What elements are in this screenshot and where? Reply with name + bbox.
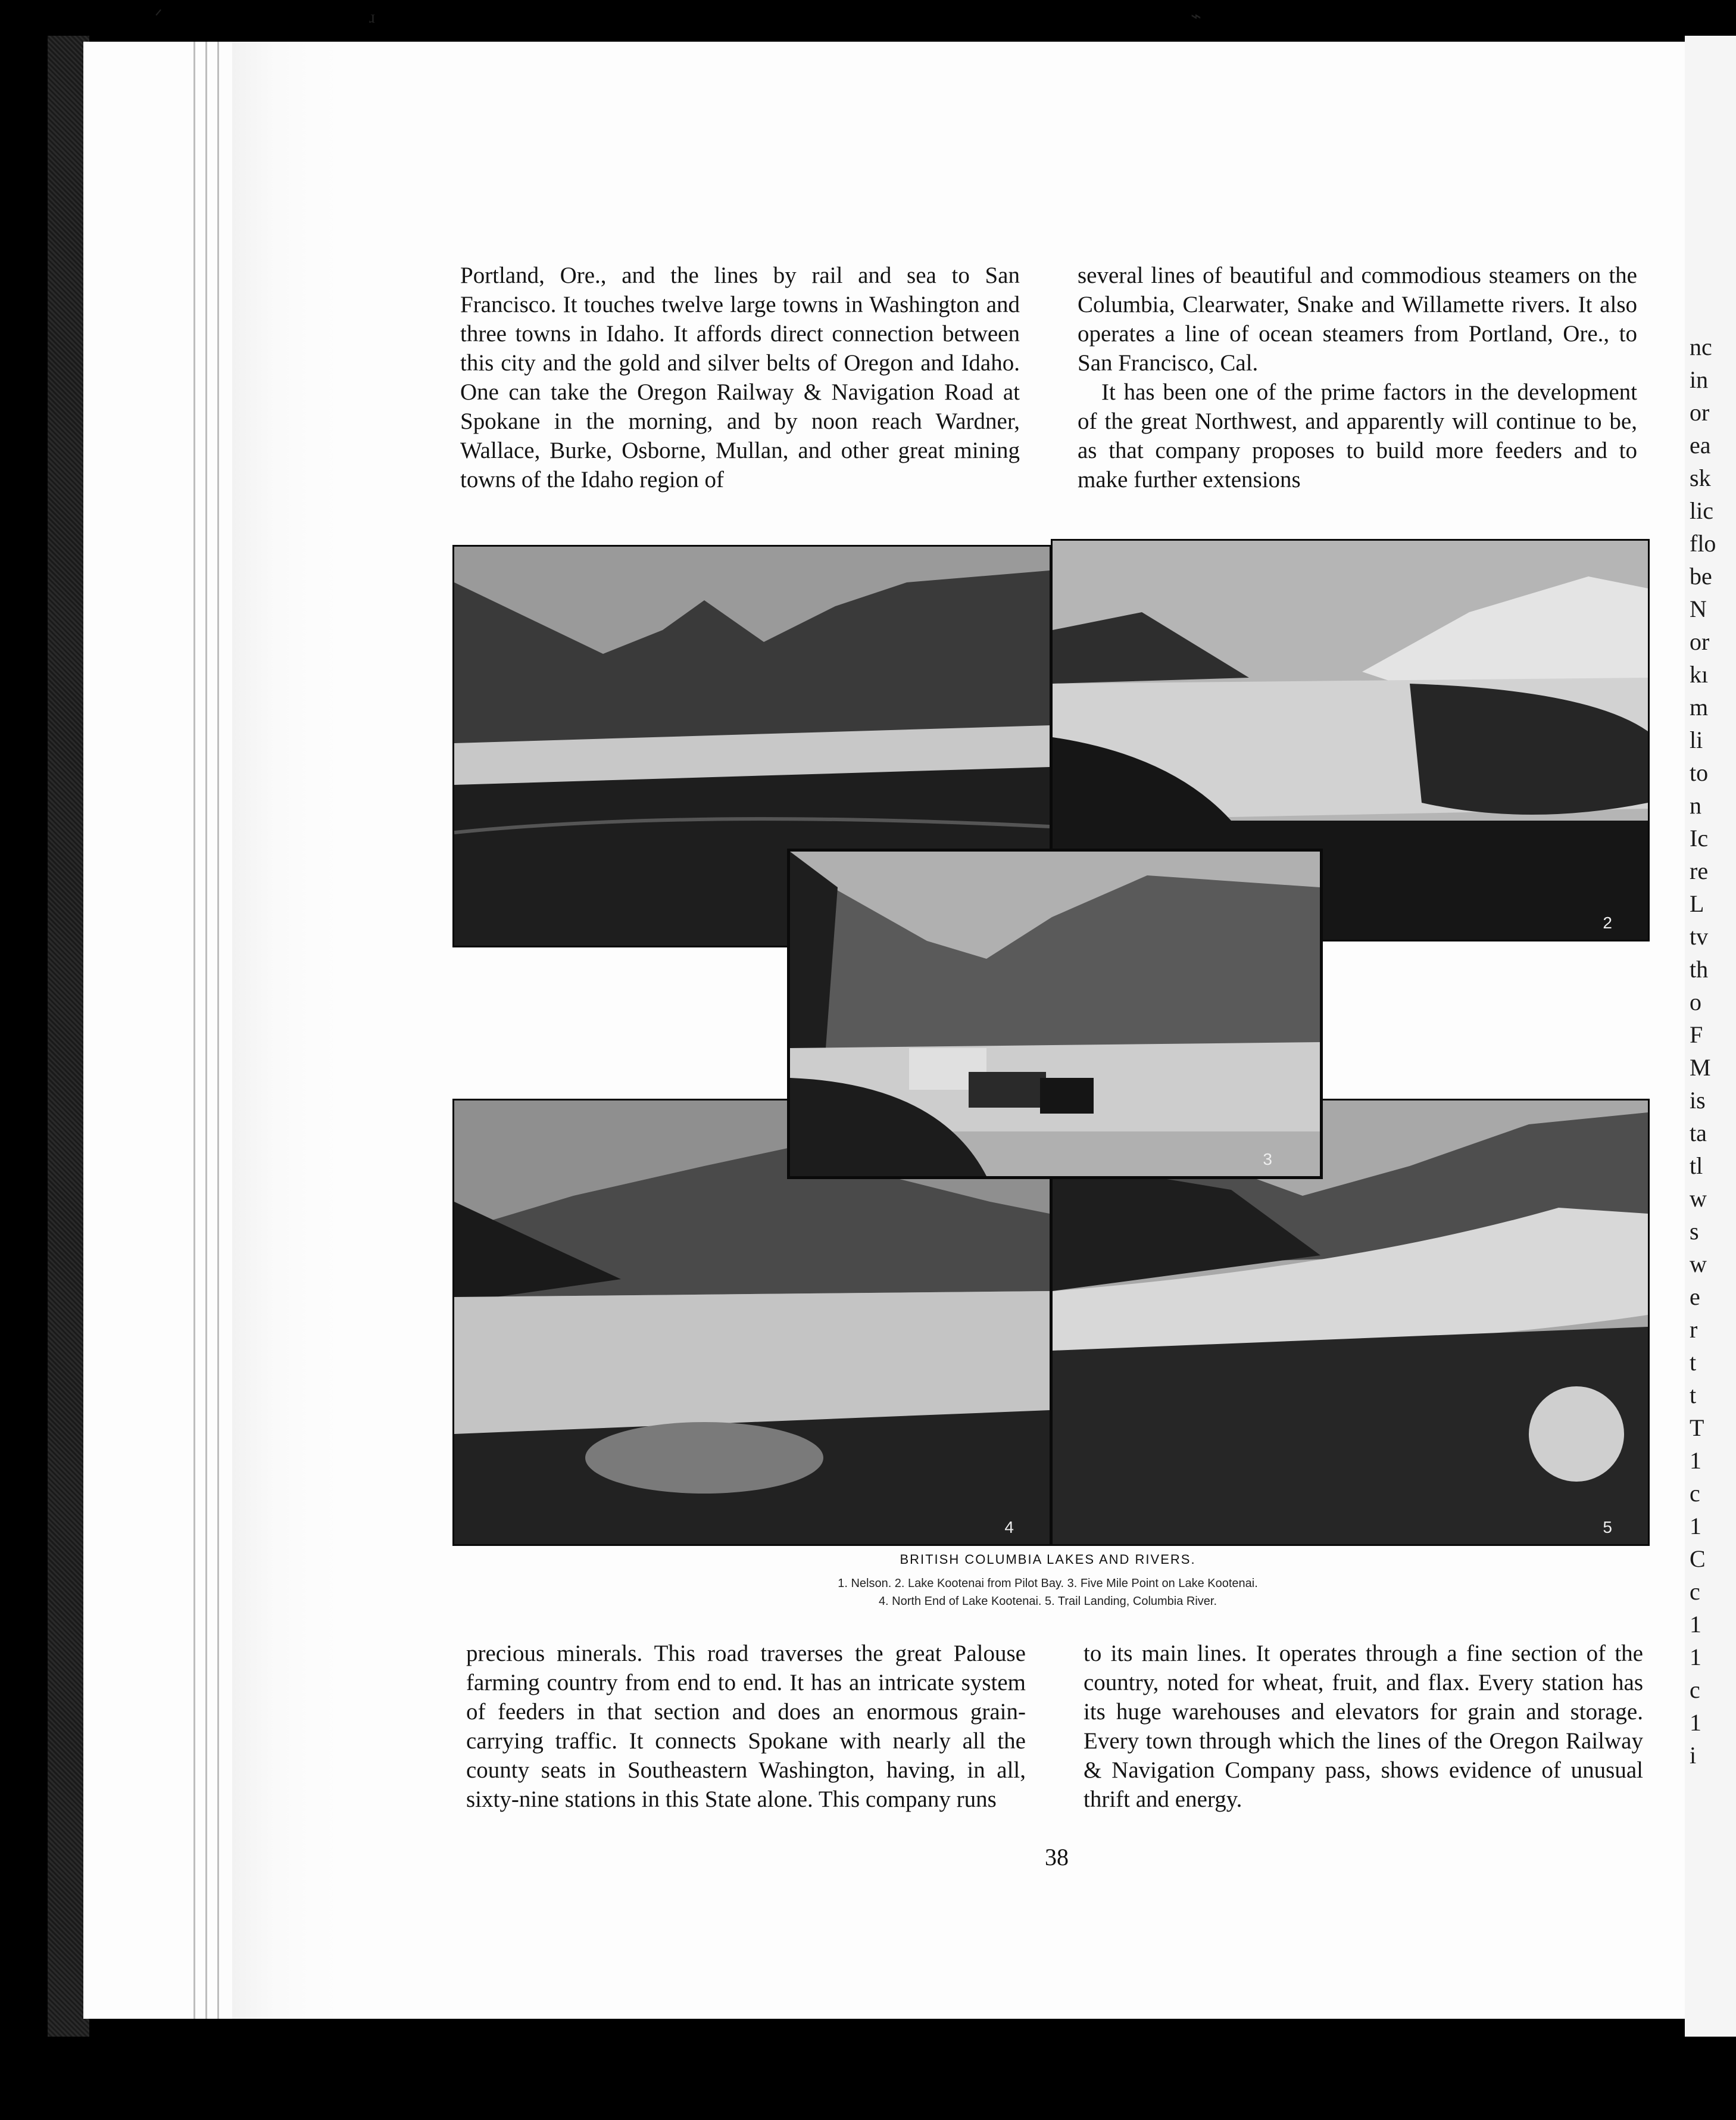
facing-page-fragment: ta xyxy=(1690,1120,1707,1146)
facing-page-fragment: i xyxy=(1690,1742,1697,1769)
facing-page-fragment: 1 xyxy=(1690,1611,1701,1638)
left-column-bottom xyxy=(466,1639,1026,1814)
facing-page-fragment: M xyxy=(1690,1054,1711,1081)
facing-page-fragment: n xyxy=(1690,792,1701,819)
facing-page-fragment: w xyxy=(1690,1251,1707,1277)
facing-page-fragment: tl xyxy=(1690,1152,1703,1179)
facing-page-fragment: is xyxy=(1690,1087,1706,1114)
caption-line-1: 1. Nelson. 2. Lake Kootenai from Pilot Bay. 3. Five Mile Point on Lake Kootenai. xyxy=(838,1577,1258,1590)
facing-page-fragment: lic xyxy=(1690,497,1713,524)
facing-page-fragment: or xyxy=(1690,628,1710,655)
paragraph: precious minerals. This road traverses the great Palouse farming country from end to end. It has an intricate system of feeders in that section and does an enormous grain-carrying traffic. It connects Spokane with nearly all the county seats in Southeastern Washington, having, in all, sixty-nine stations in this State alone. This company runs xyxy=(466,1641,1026,1812)
photo-five-mile-point xyxy=(787,849,1323,1179)
photo-five-mile-point-image xyxy=(790,852,1320,1176)
photo-number: 3 xyxy=(1263,1150,1272,1168)
left-column-top xyxy=(460,261,1020,494)
photo-number: 4 xyxy=(1004,1518,1014,1536)
facing-page-text xyxy=(1690,331,1736,1772)
facing-page-fragment: c xyxy=(1690,1578,1700,1605)
page-number: 38 xyxy=(1045,1844,1069,1870)
facing-page-fragment: N xyxy=(1690,596,1707,622)
scan-mark: ɹ xyxy=(369,7,375,27)
spine-shadow xyxy=(232,42,339,2019)
facing-page-fragment: ea xyxy=(1690,432,1711,459)
facing-page-fragment: 1 xyxy=(1690,1447,1701,1474)
photo-number: 2 xyxy=(1603,914,1612,932)
facing-page-fragment: sk xyxy=(1690,464,1711,491)
facing-page-fragment: 1 xyxy=(1690,1709,1701,1736)
paragraph: to its main lines. It operates through a fine section of the country, noted for wheat, fruit, and flax. Every station has its huge warehouses and elevators for grain and storage. Every town through which the lines of the Oregon Railway & Navigation Company pass, shows evidence of unusual thrift and energy. xyxy=(1084,1641,1643,1812)
paragraph: several lines of beautiful and commodious steamers on the Columbia, Clearwater, Snake and Willamette rivers. It also operates a line of ocean steamers from Portland, Ore., to San Francisco, Cal. xyxy=(1078,263,1637,376)
facing-page-fragment: T xyxy=(1690,1414,1704,1441)
scan-mark: ⌁ xyxy=(1191,7,1202,26)
facing-page-fragment: c xyxy=(1690,1480,1700,1507)
facing-page-fragment: m xyxy=(1690,694,1709,721)
caption-line-2: 4. North End of Lake Kootenai. 5. Trail Landing, Columbia River. xyxy=(878,1595,1217,1608)
facing-page-fragment: 1 xyxy=(1690,1513,1701,1539)
page-edge xyxy=(205,42,207,2019)
facing-page-fragment: F xyxy=(1690,1021,1703,1048)
page-edge xyxy=(193,42,195,2019)
facing-page-fragment: 1 xyxy=(1690,1644,1701,1670)
facing-page-fragment: th xyxy=(1690,956,1709,983)
facing-page-fragment: kı xyxy=(1690,661,1709,688)
facing-page-fragment: be xyxy=(1690,563,1712,590)
page-edge xyxy=(217,42,219,2019)
facing-page-fragment: re xyxy=(1690,858,1709,884)
right-column-bottom xyxy=(1084,1639,1643,1814)
scan-mark: ᐟ xyxy=(155,7,163,26)
facing-page-fragment: flo xyxy=(1690,530,1716,557)
facing-page-fragment: nc xyxy=(1690,333,1712,360)
facing-page-fragment: s xyxy=(1690,1218,1699,1245)
facing-page-fragment: e xyxy=(1690,1283,1700,1310)
facing-page-fragment: r xyxy=(1690,1316,1698,1343)
facing-page-fragment: tv xyxy=(1690,923,1709,950)
facing-page-fragment: o xyxy=(1690,989,1701,1015)
paragraph: Portland, Ore., and the lines by rail and sea to San Francisco. It touches twelve large towns in Washington and three towns in Idaho. It affords direct connection between this city and the gold and silver belts of Oregon and Idaho. One can take the Oregon Railway & Navigation Road at Spokane in the morning, and by noon reach Wardner, Wallace, Burke, Osborne, Mullan, and other great mining towns of the Idaho region of xyxy=(460,263,1020,492)
right-column-top xyxy=(1078,261,1637,494)
facing-page-fragment: C xyxy=(1690,1545,1706,1572)
photo-number: 5 xyxy=(1603,1518,1612,1536)
facing-page-fragment: w xyxy=(1690,1185,1707,1212)
paragraph: It has been one of the prime factors in the development of the great Northwest, and apparently will continue to be, as that company proposes to build more feeders and to make further extensions xyxy=(1078,379,1637,492)
facing-page-fragment: c xyxy=(1690,1676,1700,1703)
facing-page-fragment: li xyxy=(1690,727,1703,753)
facing-page-fragment: t xyxy=(1690,1382,1697,1408)
caption-title: BRITISH COLUMBIA LAKES AND RIVERS. xyxy=(900,1552,1196,1567)
facing-page-fragment: t xyxy=(1690,1349,1697,1376)
facing-page-fragment: Ic xyxy=(1690,825,1709,852)
facing-page-fragment: to xyxy=(1690,759,1709,786)
facing-page-fragment: or xyxy=(1690,399,1710,426)
facing-page-fragment: in xyxy=(1690,366,1709,393)
facing-page-fragment: L xyxy=(1690,890,1704,917)
